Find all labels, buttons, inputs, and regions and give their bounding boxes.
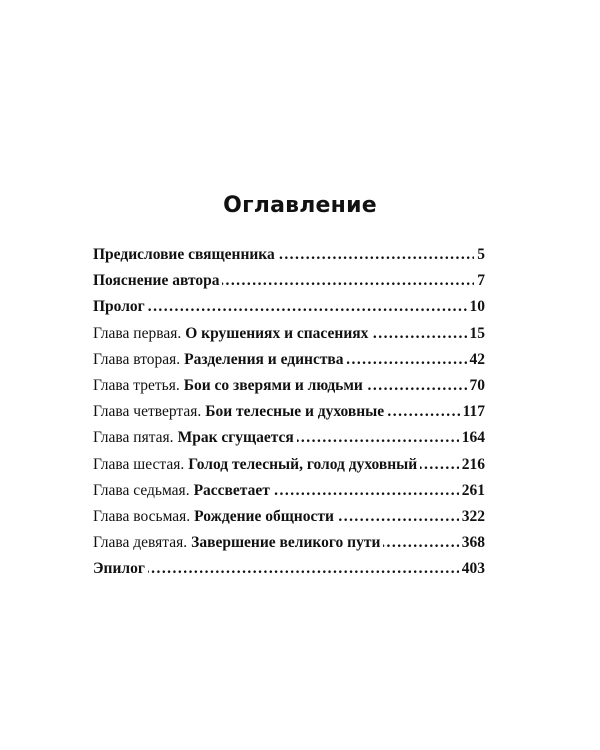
- dot-leader: [148, 560, 459, 578]
- dot-leader: [420, 456, 459, 474]
- table-of-contents: [93, 246, 485, 586]
- toc-entry-title: Разделения и единства: [184, 350, 344, 368]
- toc-entry-prefix: Глава девятая.: [93, 534, 188, 552]
- dot-leader: [347, 351, 467, 369]
- toc-entry-prefix: Глава восьмая.: [93, 507, 191, 525]
- toc-entry: [93, 351, 485, 377]
- toc-entry: [93, 246, 485, 272]
- toc-entry-title: Пояснение автора: [93, 272, 220, 290]
- toc-entry-page: 10: [469, 298, 485, 316]
- toc-entry-prefix: Глава пятая.: [93, 429, 174, 447]
- toc-entry-page: 42: [469, 350, 485, 368]
- dot-leader: [366, 377, 467, 395]
- dot-leader: [222, 272, 474, 290]
- toc-entry-title: Пролог: [93, 298, 145, 316]
- toc-entry-title: Завершение великого пути: [191, 534, 381, 552]
- toc-entry-title: Рождение общности: [194, 507, 334, 525]
- toc-entry: [93, 534, 485, 560]
- toc-entry-page: 7: [477, 272, 485, 290]
- toc-entry-prefix: Глава четвертая.: [93, 403, 202, 421]
- toc-entry-prefix: Глава первая.: [93, 324, 182, 342]
- toc-entry-page: 15: [469, 324, 485, 342]
- toc-entry: [93, 325, 485, 351]
- dot-leader: [387, 403, 459, 421]
- toc-entry-page: 70: [469, 376, 485, 394]
- toc-entry-title: Бои телесные и духовные: [205, 403, 385, 421]
- toc-entry-title: О крушениях и спасениях: [185, 324, 369, 342]
- toc-entry-page: 322: [461, 507, 485, 525]
- toc-entry-page: 164: [461, 429, 485, 447]
- toc-entry: [93, 508, 485, 534]
- toc-entry-title: Предисловие священника: [93, 246, 275, 263]
- toc-entry: [93, 429, 485, 455]
- toc-entry: [93, 298, 485, 324]
- toc-entry: [93, 403, 485, 429]
- toc-entry-page: 117: [462, 403, 485, 421]
- toc-entry-prefix: Глава вторая.: [93, 350, 181, 368]
- dot-leader: [278, 246, 474, 264]
- toc-entry-title: Голод телесный, голод духовный: [188, 455, 418, 473]
- toc-entry: [93, 482, 485, 508]
- dot-leader: [273, 482, 459, 500]
- toc-entry-title: Рассветает: [193, 481, 270, 499]
- toc-entry-prefix: Глава седьмая.: [93, 481, 190, 499]
- toc-entry-title: Эпилог: [93, 560, 145, 578]
- toc-entry-prefix: Глава третья.: [93, 376, 180, 394]
- toc-entry: [93, 456, 485, 482]
- dot-leader: [337, 508, 459, 526]
- page-title: Оглавление: [223, 193, 377, 218]
- dot-leader: [148, 298, 467, 316]
- toc-entry-prefix: Глава шестая.: [93, 455, 185, 473]
- toc-entry: [93, 560, 485, 586]
- toc-entry-page: 216: [461, 455, 485, 473]
- dot-leader: [297, 429, 459, 447]
- toc-entry-title: Мрак сгущается: [177, 429, 294, 447]
- dot-leader: [383, 534, 458, 552]
- toc-entry: [93, 377, 485, 403]
- toc-entry-page: 5: [477, 246, 485, 263]
- toc-entry: [93, 272, 485, 298]
- toc-entry-page: 403: [461, 560, 485, 578]
- toc-entry-title: Бои со зверями и людьми: [183, 376, 363, 394]
- toc-entry-page: 261: [461, 481, 485, 499]
- dot-leader: [371, 325, 466, 343]
- toc-entry-page: 368: [461, 534, 485, 552]
